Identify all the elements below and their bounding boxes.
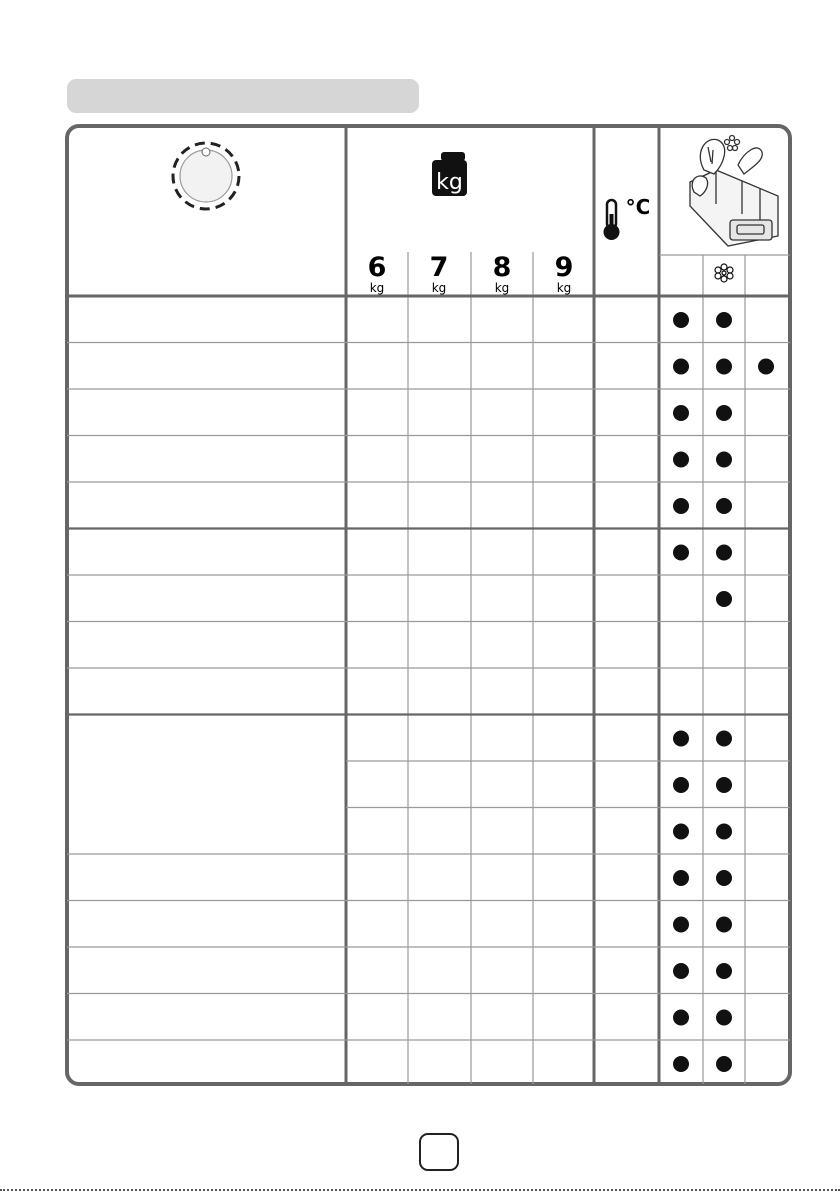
dispenser-dot	[716, 1010, 732, 1026]
dispenser-dot	[716, 963, 732, 979]
load-header-6	[368, 252, 387, 295]
dispenser-dot	[716, 498, 732, 514]
dispenser-dot	[673, 917, 689, 933]
dispenser-dots	[673, 312, 774, 1072]
page-number-box	[419, 1133, 459, 1171]
dispenser-dot	[716, 545, 732, 561]
detergent-drawer-icon	[690, 136, 778, 247]
dispenser-dot	[673, 824, 689, 840]
load-unit: kg	[494, 281, 510, 295]
dispenser-dot	[673, 545, 689, 561]
load-unit: kg	[369, 281, 385, 295]
dispenser-dot	[673, 312, 689, 328]
dispenser-dot	[673, 777, 689, 793]
table-frame	[67, 126, 790, 1084]
dispenser-dot	[716, 777, 732, 793]
load-header-8	[493, 252, 512, 295]
load-number: 9	[554, 252, 574, 283]
dispenser-dot	[673, 452, 689, 468]
trim-line	[0, 1189, 840, 1191]
dispenser-dot	[716, 312, 732, 328]
dispenser-dot	[673, 359, 689, 375]
load-number: 6	[367, 252, 387, 283]
dispenser-dot	[716, 824, 732, 840]
dispenser-dot	[673, 1010, 689, 1026]
weight-icon	[432, 152, 467, 196]
dispenser-dot	[673, 1056, 689, 1072]
dispenser-dot	[716, 591, 732, 607]
dispenser-dot	[673, 498, 689, 514]
dispenser-dot	[716, 1056, 732, 1072]
load-header-9	[555, 252, 574, 295]
dispenser-dot	[716, 405, 732, 421]
flower-icon	[715, 264, 733, 282]
dispenser-dot	[673, 731, 689, 747]
dispenser-dot	[716, 870, 732, 886]
dispenser-dot	[758, 359, 774, 375]
temperature-label: °C	[625, 195, 651, 219]
dispenser-dot	[716, 452, 732, 468]
dispenser-dot	[673, 963, 689, 979]
load-number: 7	[429, 252, 449, 283]
dispenser-dot	[716, 731, 732, 747]
dispenser-dot	[716, 359, 732, 375]
load-unit: kg	[556, 281, 572, 295]
dispenser-dot	[673, 870, 689, 886]
weight-icon-label: kg	[436, 170, 463, 195]
dispenser-dot	[673, 405, 689, 421]
dispenser-dot	[716, 917, 732, 933]
load-unit: kg	[431, 281, 447, 295]
load-number: 8	[492, 252, 512, 283]
load-header-7	[430, 252, 449, 295]
table-grid	[67, 126, 790, 1084]
programme-dial-icon	[173, 143, 239, 209]
thermometer-icon	[604, 195, 651, 240]
